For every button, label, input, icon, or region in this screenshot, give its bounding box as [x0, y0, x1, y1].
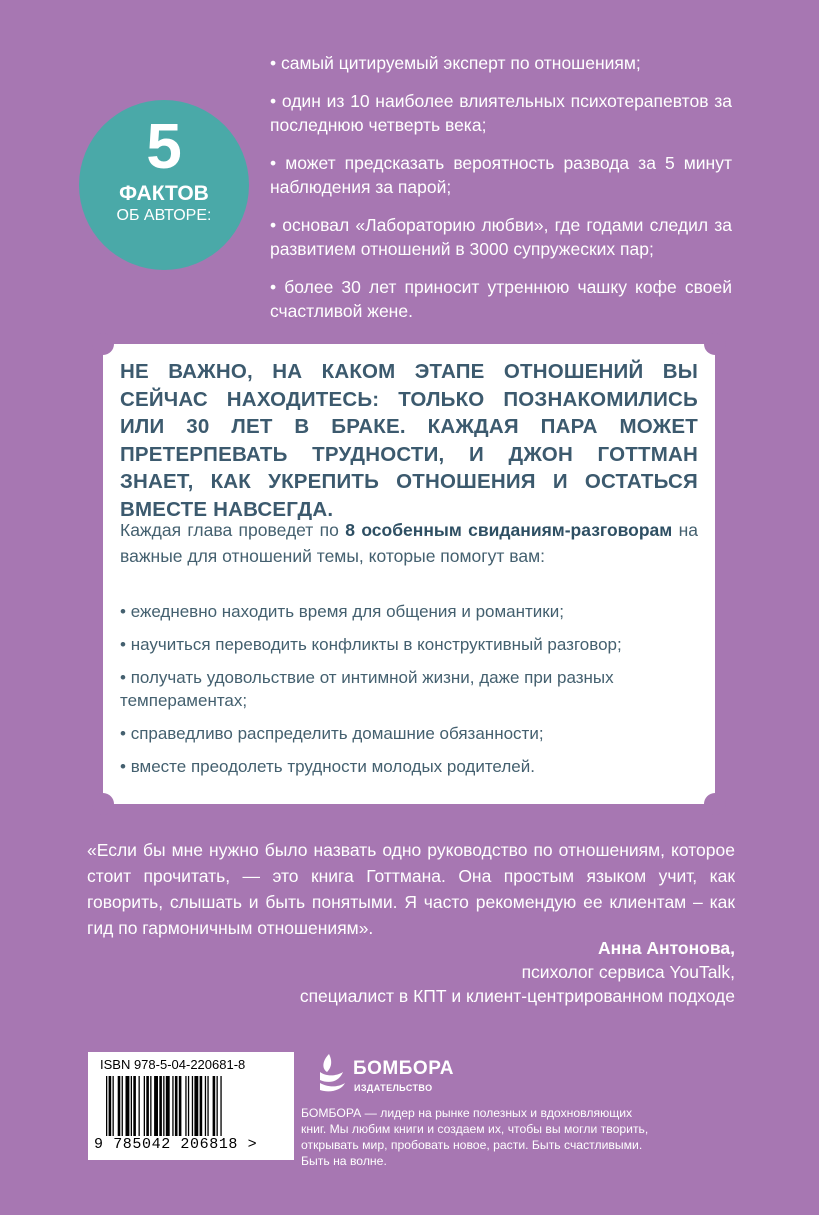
barcode — [88, 1052, 294, 1160]
barcode-bar — [188, 1076, 189, 1136]
fact-item: • самый цитируемый эксперт по отношениям; — [270, 51, 732, 76]
barcode-bar — [131, 1076, 132, 1136]
fact-item: • может предсказать вероятность развода за 5 минут наблюдения за парой; — [270, 151, 732, 200]
barcode-bar — [139, 1076, 140, 1136]
publisher-logo-subtitle: ИЗДАТЕЛЬСТВО — [354, 1083, 433, 1093]
barcode-bar — [179, 1076, 182, 1136]
barcode-bar — [126, 1076, 130, 1136]
barcode-number: 9 785042 206818 > — [94, 1136, 258, 1153]
barcode-bar — [207, 1076, 208, 1136]
barcode-bar — [205, 1076, 206, 1136]
barcode-bar — [122, 1076, 123, 1136]
barcode-bar — [133, 1076, 136, 1136]
author-facts-list — [270, 51, 732, 337]
card-corner-notch — [704, 333, 726, 355]
intro-text-end: на важные для отношений темы, которые помогут вам: — [120, 520, 698, 566]
quote-author-role: психолог сервиса YouTalk, — [521, 962, 735, 982]
barcode-bar — [163, 1076, 164, 1136]
intro-text: Каждая глава проведет по — [120, 520, 346, 540]
benefit-item: • научиться переводить конфликты в конструктивный разговор; — [120, 633, 698, 656]
card-intro — [120, 517, 698, 569]
description-card — [103, 344, 715, 804]
card-corner-notch — [704, 793, 726, 815]
facts-badge — [79, 100, 249, 270]
barcode-bar — [144, 1076, 145, 1136]
fact-item: • более 30 лет приносит утреннюю чашку кофе своей счастливой жене. — [270, 275, 732, 324]
barcode-bar — [106, 1076, 107, 1136]
barcode-bar — [166, 1076, 170, 1136]
badge-subtitle: ОБ АВТОРЕ: — [116, 207, 212, 224]
barcode-bar — [200, 1076, 203, 1136]
benefit-item: • справедливо распределить домашние обязанности; — [120, 722, 698, 745]
benefit-item: • получать удовольствие от интимной жизни, даже при разных темпераментах; — [120, 666, 698, 712]
card-corner-notch — [92, 793, 114, 815]
barcode-bar — [194, 1076, 198, 1136]
barcode-bar — [172, 1076, 173, 1136]
quote-author: Анна Антонова, — [598, 938, 735, 958]
badge-title: ФАКТОВ — [119, 182, 209, 205]
barcode-bar — [154, 1076, 158, 1136]
barcode-bar — [146, 1076, 149, 1136]
barcode-bar — [192, 1076, 193, 1136]
barcode-bar — [217, 1076, 218, 1136]
barcode-bar — [159, 1076, 162, 1136]
barcode-bar — [213, 1076, 216, 1136]
quote-author-specialty: специалист в КПТ и клиент-центрированном подходе — [299, 986, 735, 1006]
barcode-bar — [150, 1076, 151, 1136]
benefits-list — [120, 600, 698, 788]
benefit-item: • вместе преодолеть трудности молодых родителей. — [120, 755, 698, 778]
barcode-bar — [113, 1076, 114, 1136]
barcode-bar — [220, 1076, 221, 1136]
barcode-bar — [118, 1076, 121, 1136]
barcode-bar — [185, 1076, 186, 1136]
testimonial-quote: «Если бы мне нужно было назвать одно руководство по отношениям, которое стоит прочитать, — это книга Готтмана. Она простым языком учит, как говорить, слышать и быть понятыми. Я часто рекомендую ее клиентам – как гид по гармоничным отношениям». — [87, 840, 735, 938]
badge-number: 5 — [146, 110, 182, 182]
fact-item: • основал «Лабораторию любви», где годами следил за развитием отношений в 3000 супружеских пар; — [270, 213, 732, 262]
barcode-bar — [109, 1076, 112, 1136]
isbn-label: ISBN 978-5-04-220681-8 — [100, 1057, 246, 1072]
intro-bold-text: 8 особенным свиданиям-разговорам — [345, 520, 673, 540]
card-corner-notch — [92, 333, 114, 355]
publisher-logo-name: БОМБОРА — [353, 1058, 454, 1079]
card-headline: НЕ ВАЖНО, НА КАКОМ ЭТАПЕ ОТНОШЕНИЙ ВЫ СЕЙЧАС НАХОДИТЕСЬ: ТОЛЬКО ПОЗНАКОМИЛИСЬ ИЛИ 30 ЛЕТ В БРАКЕ. КАЖДАЯ ПАРА МОЖЕТ ПРЕТЕРПЕВАТЬ ТРУДНОСТИ, И ДЖОН ГОТТМАН ЗНАЕТ, КАК УКРЕПИТЬ ОТНОШЕНИЯ И ОСТАТЬСЯ ВМЕСТЕ НАВСЕГДА. — [120, 360, 698, 521]
publisher-description: БОМБОРА — лидер на рынке полезных и вдохновляющих книг. Мы любим книги и создаем их, чтобы вы могли творить, открывать мир, пробовать новое, расти. Быть счастливыми. Быть на волне. — [301, 1106, 649, 1168]
barcode-bar — [175, 1076, 178, 1136]
fact-item: • один из 10 наиболее влиятельных психотерапевтов за последнюю четверть века; — [270, 89, 732, 138]
benefit-item: • ежедневно находить время для общения и романтики; — [120, 600, 698, 623]
barcode-bars — [106, 1076, 278, 1136]
